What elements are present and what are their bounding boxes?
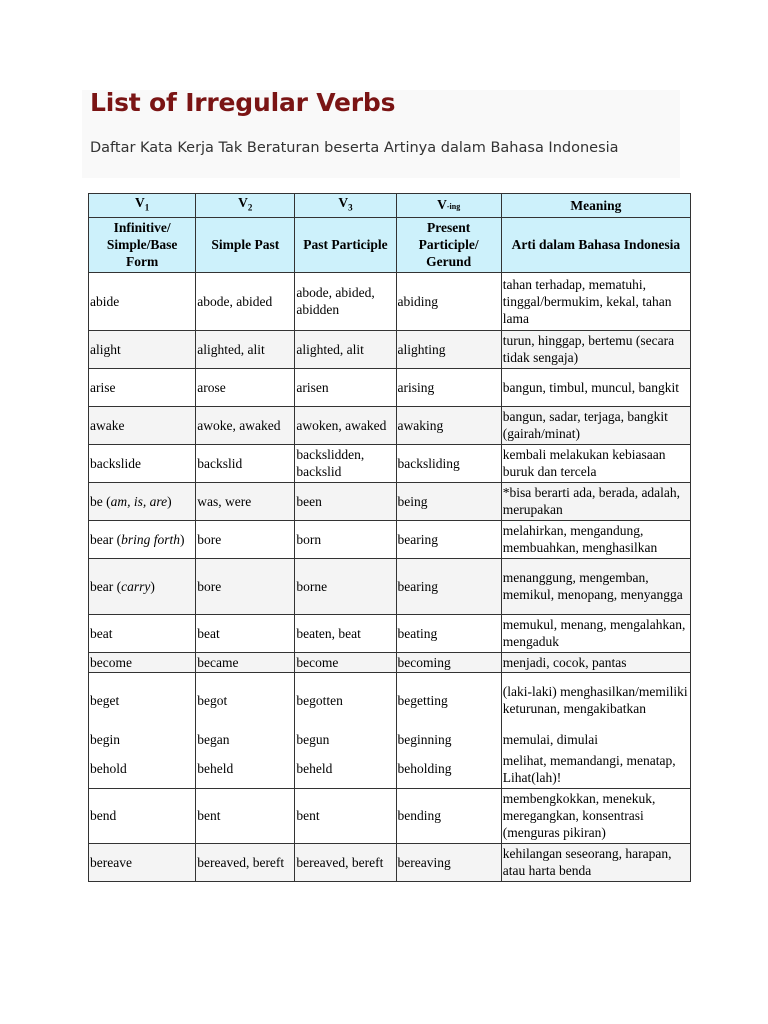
cell-v2: bore: [196, 520, 295, 558]
cell-v1: abide: [89, 272, 196, 330]
table-row: [89, 652, 691, 672]
cell-meaning: (laki-laki) menghasilkan/memiliki keturunan, mengakibatkan: [501, 672, 690, 728]
subheader-infinitive: Infinitive/ Simple/Base Form: [89, 217, 196, 272]
header-v1: $V_1$: [89, 194, 196, 218]
cell-v2: abode, abided: [196, 272, 295, 330]
cell-v1: beat: [89, 614, 196, 652]
cell-v3: beaten, beat: [295, 614, 396, 652]
table-row: [89, 406, 691, 444]
subheader-simple-past: Simple Past: [196, 217, 295, 272]
cell-v1: beget: [89, 672, 196, 728]
table-subheader-row: [89, 217, 691, 272]
cell-ving: bereaving: [396, 843, 501, 881]
cell-v1: become: [89, 652, 196, 672]
cell-v3: bereaved, bereft: [295, 843, 396, 881]
cell-v3: become: [295, 652, 396, 672]
cell-v3: born: [295, 520, 396, 558]
cell-meaning: *bisa berarti ada, berada, adalah, merupakan: [501, 482, 690, 520]
header-v2: $V_2$: [196, 194, 295, 218]
cell-ving: bending: [396, 788, 501, 843]
table-row: [89, 272, 691, 330]
table-row: [89, 788, 691, 843]
cell-meaning: membengkokkan, menekuk, meregangkan, konsentrasi (menguras pikiran): [501, 788, 690, 843]
cell-v1: be (am, is, are): [89, 482, 196, 520]
cell-ving: alighting: [396, 330, 501, 368]
cell-v3: alighted, alit: [295, 330, 396, 368]
cell-v2: alighted, alit: [196, 330, 295, 368]
cell-meaning: melahirkan, mengandung, membuahkan, menghasilkan: [501, 520, 690, 558]
cell-v3: bent: [295, 788, 396, 843]
table-row: [89, 728, 691, 750]
table-row: [89, 330, 691, 368]
subheader-arti: Arti dalam Bahasa Indonesia: [501, 217, 690, 272]
cell-v1: bear (carry): [89, 558, 196, 614]
cell-v1: behold: [89, 750, 196, 788]
cell-v1: bear (bring forth): [89, 520, 196, 558]
header-meaning: Meaning: [501, 194, 690, 218]
page-subtitle: Daftar Kata Kerja Tak Beraturan beserta Artinya dalam Bahasa Indonesia: [90, 140, 619, 156]
cell-meaning: bangun, sadar, terjaga, bangkit (gairah/minat): [501, 406, 690, 444]
cell-meaning: turun, hinggap, bertemu (secara tidak sengaja): [501, 330, 690, 368]
page-title: List of Irregular Verbs: [90, 88, 396, 117]
cell-ving: beating: [396, 614, 501, 652]
cell-ving: begetting: [396, 672, 501, 728]
cell-v1: arise: [89, 368, 196, 406]
cell-v2: awoke, awaked: [196, 406, 295, 444]
table-row: [89, 843, 691, 881]
cell-v3: arisen: [295, 368, 396, 406]
cell-meaning: melihat, memandangi, menatap, Lihat(lah)!: [501, 750, 690, 788]
cell-v1: bereave: [89, 843, 196, 881]
cell-v3: been: [295, 482, 396, 520]
cell-v2: beat: [196, 614, 295, 652]
cell-ving: backsliding: [396, 444, 501, 482]
header-ving: V-ing: [396, 194, 501, 218]
cell-meaning: memukul, menang, mengalahkan, mengaduk: [501, 614, 690, 652]
cell-ving: bearing: [396, 520, 501, 558]
cell-meaning: menjadi, cocok, pantas: [501, 652, 690, 672]
cell-v2: backslid: [196, 444, 295, 482]
cell-v2: bent: [196, 788, 295, 843]
subheader-present-participle: Present Participle/ Gerund: [396, 217, 501, 272]
table-row: [89, 750, 691, 788]
cell-v1: awake: [89, 406, 196, 444]
cell-ving: arising: [396, 368, 501, 406]
header-v3: $V_3$: [295, 194, 396, 218]
cell-v1: alight: [89, 330, 196, 368]
cell-v1: begin: [89, 728, 196, 750]
cell-v3: begotten: [295, 672, 396, 728]
cell-meaning: bangun, timbul, muncul, bangkit: [501, 368, 690, 406]
cell-meaning: kembali melakukan kebiasaan buruk dan tercela: [501, 444, 690, 482]
cell-v3: begun: [295, 728, 396, 750]
table-row: [89, 444, 691, 482]
table-row: [89, 368, 691, 406]
cell-ving: abiding: [396, 272, 501, 330]
table-header-row: [89, 194, 691, 218]
cell-meaning: tahan terhadap, mematuhi, tinggal/bermukim, kekal, tahan lama: [501, 272, 690, 330]
cell-v3: awoken, awaked: [295, 406, 396, 444]
cell-ving: becoming: [396, 652, 501, 672]
cell-meaning: kehilangan seseorang, harapan, atau harta benda: [501, 843, 690, 881]
cell-v3: backslidden, backslid: [295, 444, 396, 482]
cell-v2: bereaved, bereft: [196, 843, 295, 881]
cell-v2: arose: [196, 368, 295, 406]
cell-v1: bend: [89, 788, 196, 843]
cell-v2: began: [196, 728, 295, 750]
cell-meaning: memulai, dimulai: [501, 728, 690, 750]
cell-ving: awaking: [396, 406, 501, 444]
cell-v2: became: [196, 652, 295, 672]
irregular-verbs-table: [88, 193, 691, 882]
cell-ving: beholding: [396, 750, 501, 788]
cell-ving: beginning: [396, 728, 501, 750]
cell-ving: bearing: [396, 558, 501, 614]
cell-v1: backslide: [89, 444, 196, 482]
cell-ving: being: [396, 482, 501, 520]
cell-v3: borne: [295, 558, 396, 614]
cell-v2: bore: [196, 558, 295, 614]
cell-meaning: menanggung, mengemban, memikul, menopang, menyangga: [501, 558, 690, 614]
table-row: [89, 520, 691, 558]
cell-v2: beheld: [196, 750, 295, 788]
table-row: [89, 614, 691, 652]
cell-v3: abode, abided, abidden: [295, 272, 396, 330]
cell-v2: was, were: [196, 482, 295, 520]
table-row: [89, 672, 691, 728]
table-row: [89, 482, 691, 520]
subheader-past-participle: Past Participle: [295, 217, 396, 272]
table-row: [89, 558, 691, 614]
cell-v2: begot: [196, 672, 295, 728]
cell-v3: beheld: [295, 750, 396, 788]
